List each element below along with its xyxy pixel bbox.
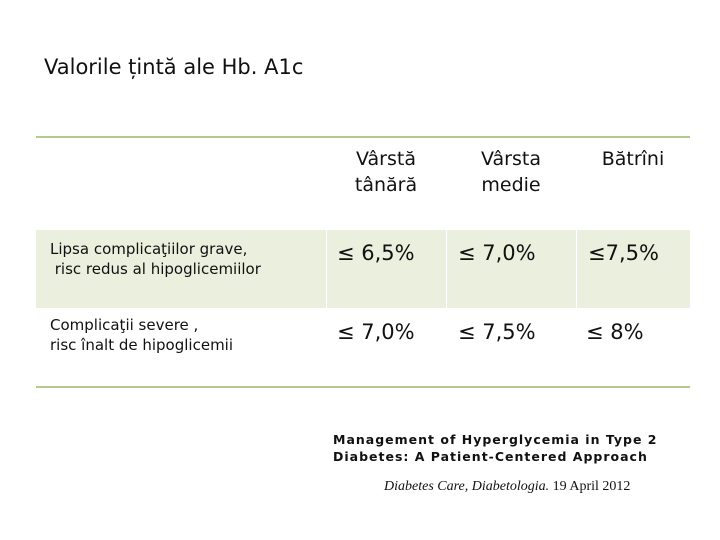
column-divider: [446, 230, 447, 308]
column-header-young: Vârstă tânără: [354, 148, 418, 196]
table-bottom-rule: [36, 386, 690, 388]
row-label-low-risk: Lipsa complicaţiilor grave, risc redus al hipoglicemiilor: [50, 240, 261, 278]
value-high-risk-elderly: ≤ 8%: [586, 320, 644, 344]
reference-citation: Diabetes Care, Diabetologia. 19 April 2012: [384, 479, 631, 494]
value-low-risk-elderly: ≤7,5%: [588, 241, 659, 265]
reference-title: Management of Hyperglycemia in Type 2 Diabetes: A Patient-Centered Approach: [333, 432, 658, 464]
column-divider: [576, 230, 577, 308]
column-divider: [326, 230, 327, 308]
column-header-middle-age: Vârsta medie: [481, 148, 541, 196]
value-low-risk-young: ≤ 6,5%: [337, 241, 415, 265]
value-high-risk-middle: ≤ 7,5%: [458, 320, 536, 344]
column-header-elderly: Bătrîni: [601, 148, 665, 170]
value-low-risk-middle: ≤ 7,0%: [458, 241, 536, 265]
value-high-risk-young: ≤ 7,0%: [337, 320, 415, 344]
row-label-high-risk: Complicaţii severe , risc înalt de hipoglicemii: [50, 316, 234, 354]
table-top-rule: [36, 136, 690, 138]
slide-title: Valorile țintă ale Hb. A1c: [44, 55, 304, 79]
